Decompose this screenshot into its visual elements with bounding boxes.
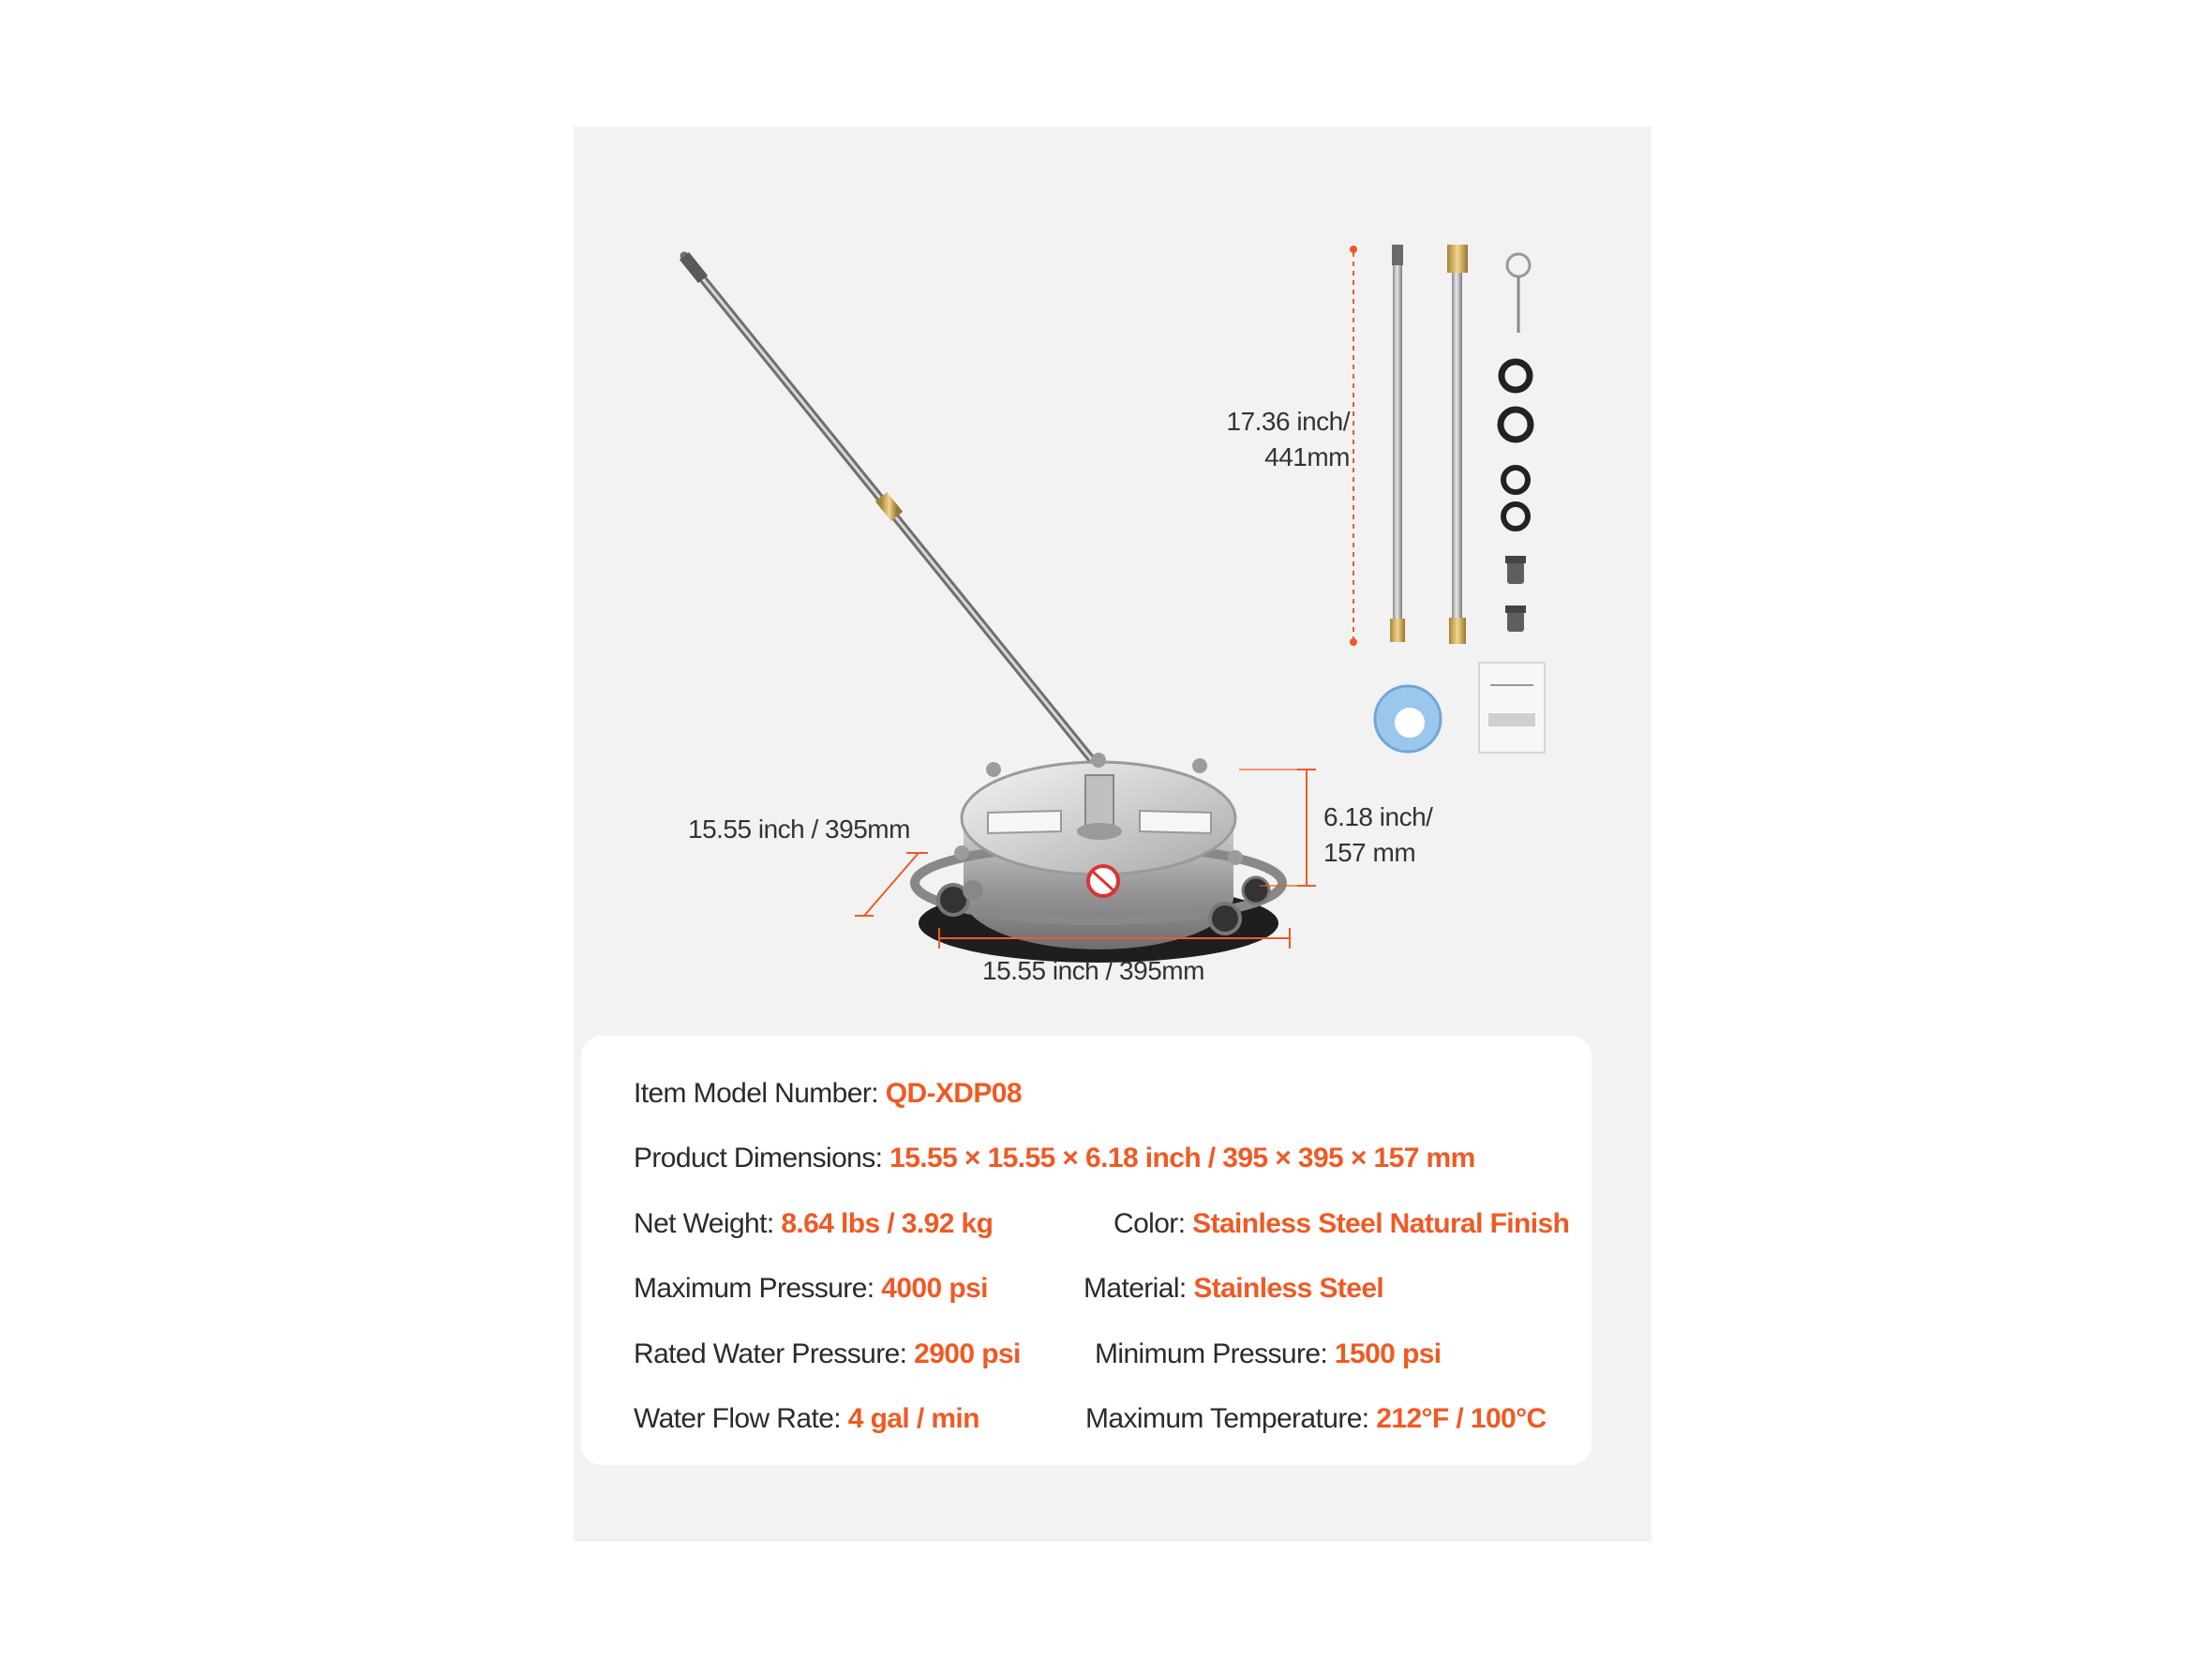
spec-rated-pressure-label: Rated Water Pressure: — [634, 1338, 915, 1369]
teflon-tape — [1375, 686, 1441, 752]
spec-color — [1113, 1205, 1569, 1243]
spec-model-label: Item Model Number: — [634, 1078, 886, 1109]
product-illustration — [574, 127, 1652, 1045]
height-line1: 6.18 inch/ — [1323, 802, 1433, 831]
spec-max-temp — [1085, 1400, 1547, 1438]
spec-min-pressure-value: 1500 psi — [1334, 1338, 1442, 1369]
spec-flow-rate-label: Water Flow Rate: — [634, 1403, 848, 1434]
spec-color-value: Stainless Steel Natural Finish — [1192, 1208, 1570, 1239]
spec-row-pressure-material — [581, 1270, 1592, 1308]
height-line2: 157 mm — [1323, 838, 1416, 867]
spec-dimensions-value: 15.55 × 15.55 × 6.18 inch / 395 × 395 × 157 mm — [889, 1143, 1475, 1173]
spec-flow-rate-value: 4 gal / min — [847, 1403, 979, 1434]
spec-material — [1084, 1270, 1383, 1308]
spec-net-weight-label: Net Weight: — [634, 1208, 782, 1239]
spec-max-temp-label: Maximum Temperature: — [1085, 1403, 1377, 1434]
spec-max-pressure-label: Maximum Pressure: — [634, 1273, 882, 1304]
width-label: 15.55 inch / 395mm — [982, 956, 1204, 985]
spec-model-value: QD-XDP08 — [885, 1078, 1022, 1109]
spec-model — [634, 1075, 1022, 1113]
extension-rod-right — [1447, 245, 1468, 644]
spec-dimensions-label: Product Dimensions: — [634, 1143, 890, 1173]
product-panel — [574, 127, 1652, 1542]
spec-color-label: Color: — [1113, 1208, 1193, 1239]
extension-rod-left — [1390, 245, 1405, 642]
wand-length-label — [1188, 404, 1350, 475]
spec-row-flow-temp — [581, 1400, 1592, 1438]
spec-row-model — [581, 1075, 1592, 1113]
spec-dimensions — [634, 1140, 1475, 1177]
spec-max-pressure-value: 4000 psi — [881, 1273, 988, 1304]
instruction-manual — [1479, 663, 1545, 753]
surface-cleaner — [915, 753, 1282, 963]
spec-material-value: Stainless Steel — [1193, 1273, 1384, 1304]
wand-length-line2: 441mm — [1264, 442, 1350, 471]
depth-label: 15.55 inch / 395mm — [688, 815, 910, 844]
height-label — [1323, 800, 1432, 871]
spec-net-weight — [634, 1205, 993, 1243]
spec-min-pressure — [1095, 1336, 1442, 1373]
spec-flow-rate — [634, 1400, 979, 1438]
spec-row-rated-min — [581, 1336, 1592, 1373]
spec-max-temp-value: 212°F / 100°C — [1376, 1403, 1547, 1434]
spec-card — [581, 1036, 1592, 1465]
spec-rated-pressure — [634, 1336, 1021, 1373]
spec-rated-pressure-value: 2900 psi — [914, 1338, 1021, 1369]
spec-max-pressure — [634, 1270, 988, 1308]
spec-row-weight-color — [581, 1205, 1592, 1243]
wand-length-line1: 17.36 inch/ — [1226, 407, 1350, 436]
accessory-parts — [1501, 254, 1531, 632]
extension-wand — [684, 256, 1110, 783]
spec-row-dimensions — [581, 1140, 1592, 1177]
spec-net-weight-value: 8.64 lbs / 3.92 kg — [781, 1208, 994, 1239]
spec-min-pressure-label: Minimum Pressure: — [1095, 1338, 1335, 1369]
spec-material-label: Material: — [1084, 1273, 1194, 1304]
